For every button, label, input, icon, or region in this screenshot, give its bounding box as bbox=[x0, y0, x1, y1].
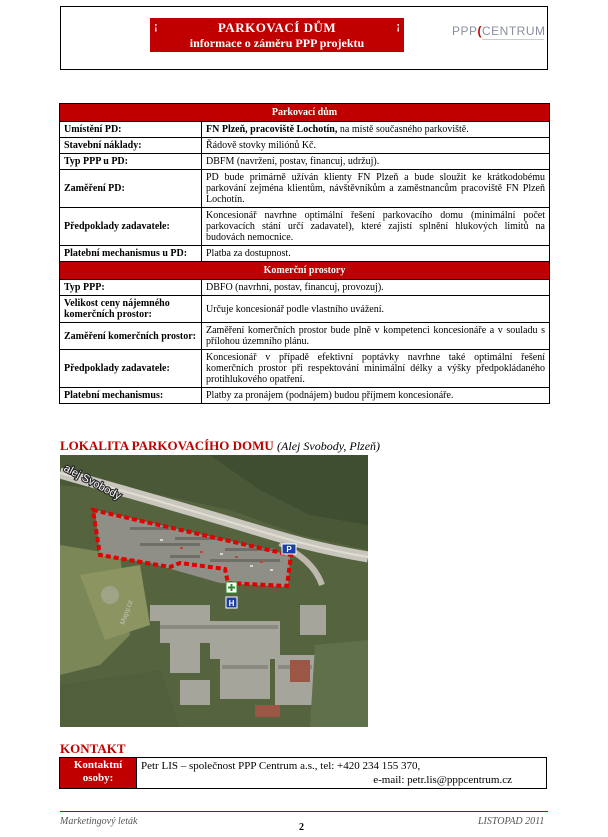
location-heading: LOKALITA PARKOVACÍHO DOMU (Alej Svobody, Plzeň) bbox=[60, 438, 381, 453]
footer-date: LISTOPAD 2011 bbox=[478, 816, 545, 827]
location-subheading: (Alej Svobody, Plzeň) bbox=[277, 439, 381, 453]
project-info-table bbox=[59, 103, 550, 404]
row-value: DBFM (navržení, postav, financuj, udržuj). bbox=[202, 154, 550, 170]
table-row bbox=[60, 246, 550, 262]
row-value: DBFO (navrhni, postav, financuj, provozuj). bbox=[202, 280, 550, 296]
table-row bbox=[60, 138, 550, 154]
table-row bbox=[60, 323, 550, 350]
svg-text:H: H bbox=[228, 599, 235, 608]
ppp-centrum-logo: PPP(CENTRUM bbox=[452, 24, 546, 38]
page-number: 2 bbox=[299, 822, 304, 833]
title-banner bbox=[150, 18, 404, 52]
section-title-parking: Parkovací dům bbox=[60, 104, 550, 122]
contact-details bbox=[137, 758, 547, 789]
table-row bbox=[60, 388, 550, 404]
row-label: Typ PPP u PD: bbox=[60, 154, 202, 170]
document-subtitle: informace o záměru PPP projektu bbox=[189, 36, 365, 50]
row-label: Velikost ceny nájemného komerčních prostor: bbox=[60, 296, 202, 323]
contact-email-link[interactable]: e-mail: petr.lis@pppcentrum.cz bbox=[373, 774, 512, 786]
row-value: Koncesionář navrhne optimální řešení parkovacího domu (minimální počet parkovacích stání určí zadavatel), které zajistí splnění hlukových limitů na budovách nemocnice. bbox=[202, 208, 550, 246]
svg-text:P: P bbox=[286, 545, 292, 554]
row-label: Typ PPP: bbox=[60, 280, 202, 296]
row-value: FN Plzeň, pracoviště Lochotín, na místě současného parkoviště. bbox=[202, 122, 550, 138]
table-row bbox=[60, 280, 550, 296]
row-value: Zaměření komerčních prostor bude plně v kompetenci koncesionáře a v souladu s přílohou územního plánu. bbox=[202, 323, 550, 350]
table-row bbox=[60, 350, 550, 388]
contact-label: Kontaktní osoby: bbox=[60, 758, 137, 789]
row-label: Platební mechanismus u PD: bbox=[60, 246, 202, 262]
svg-text:Mapy.cz: Mapy.cz bbox=[119, 599, 135, 626]
table-row bbox=[60, 296, 550, 323]
table-row bbox=[60, 154, 550, 170]
footer-left-text: Marketingový leták bbox=[60, 816, 138, 827]
row-value: Platby za pronájem (podnájem) budou příjmem koncesionáře. bbox=[202, 388, 550, 404]
contact-line-phone: Petr LIS – společnost PPP Centrum a.s., tel: +420 234 155 370, bbox=[141, 760, 421, 772]
row-label: Předpoklady zadavatele: bbox=[60, 350, 202, 388]
row-label: Zaměření PD: bbox=[60, 170, 202, 208]
bullet-right-icon: ¡ bbox=[396, 20, 400, 32]
table-row bbox=[60, 170, 550, 208]
table-row bbox=[60, 122, 550, 138]
footer-divider bbox=[60, 811, 548, 812]
row-label: Stavební náklady: bbox=[60, 138, 202, 154]
row-label: Předpoklady zadavatele: bbox=[60, 208, 202, 246]
row-value: Koncesionář v případě efektivní poptávky navrhne také optimální řešení komerčních prostor při respektování minimální délky a výšky předpokládaného protihlukového opatření. bbox=[202, 350, 550, 388]
row-value: Řádově stovky miliónů Kč. bbox=[202, 138, 550, 154]
contact-table bbox=[59, 757, 547, 789]
street-label: alej Svobody bbox=[61, 462, 124, 503]
aerial-map[interactable] bbox=[60, 455, 368, 727]
table-row bbox=[60, 208, 550, 246]
row-label: Umístění PD: bbox=[60, 122, 202, 138]
row-value: PD bude primárně užíván klienty FN Plzeň a bude sloužit ke krátkodobému parkování zejména klientům, návštěvníkům a zaměstnancům pracoviště FN Plzeň Lochotín. bbox=[202, 170, 550, 208]
contact-heading: KONTAKT bbox=[60, 741, 126, 756]
row-value: Určuje koncesionář podle vlastního uvážení. bbox=[202, 296, 550, 323]
row-value: Platba za dostupnost. bbox=[202, 246, 550, 262]
row-label: Platební mechanismus: bbox=[60, 388, 202, 404]
document-title: PARKOVACÍ DŮM bbox=[217, 20, 337, 35]
bullet-left-icon: ¡ bbox=[154, 20, 158, 32]
section-title-commercial: Komerční prostory bbox=[60, 262, 550, 280]
row-label: Zaměření komerčních prostor: bbox=[60, 323, 202, 350]
